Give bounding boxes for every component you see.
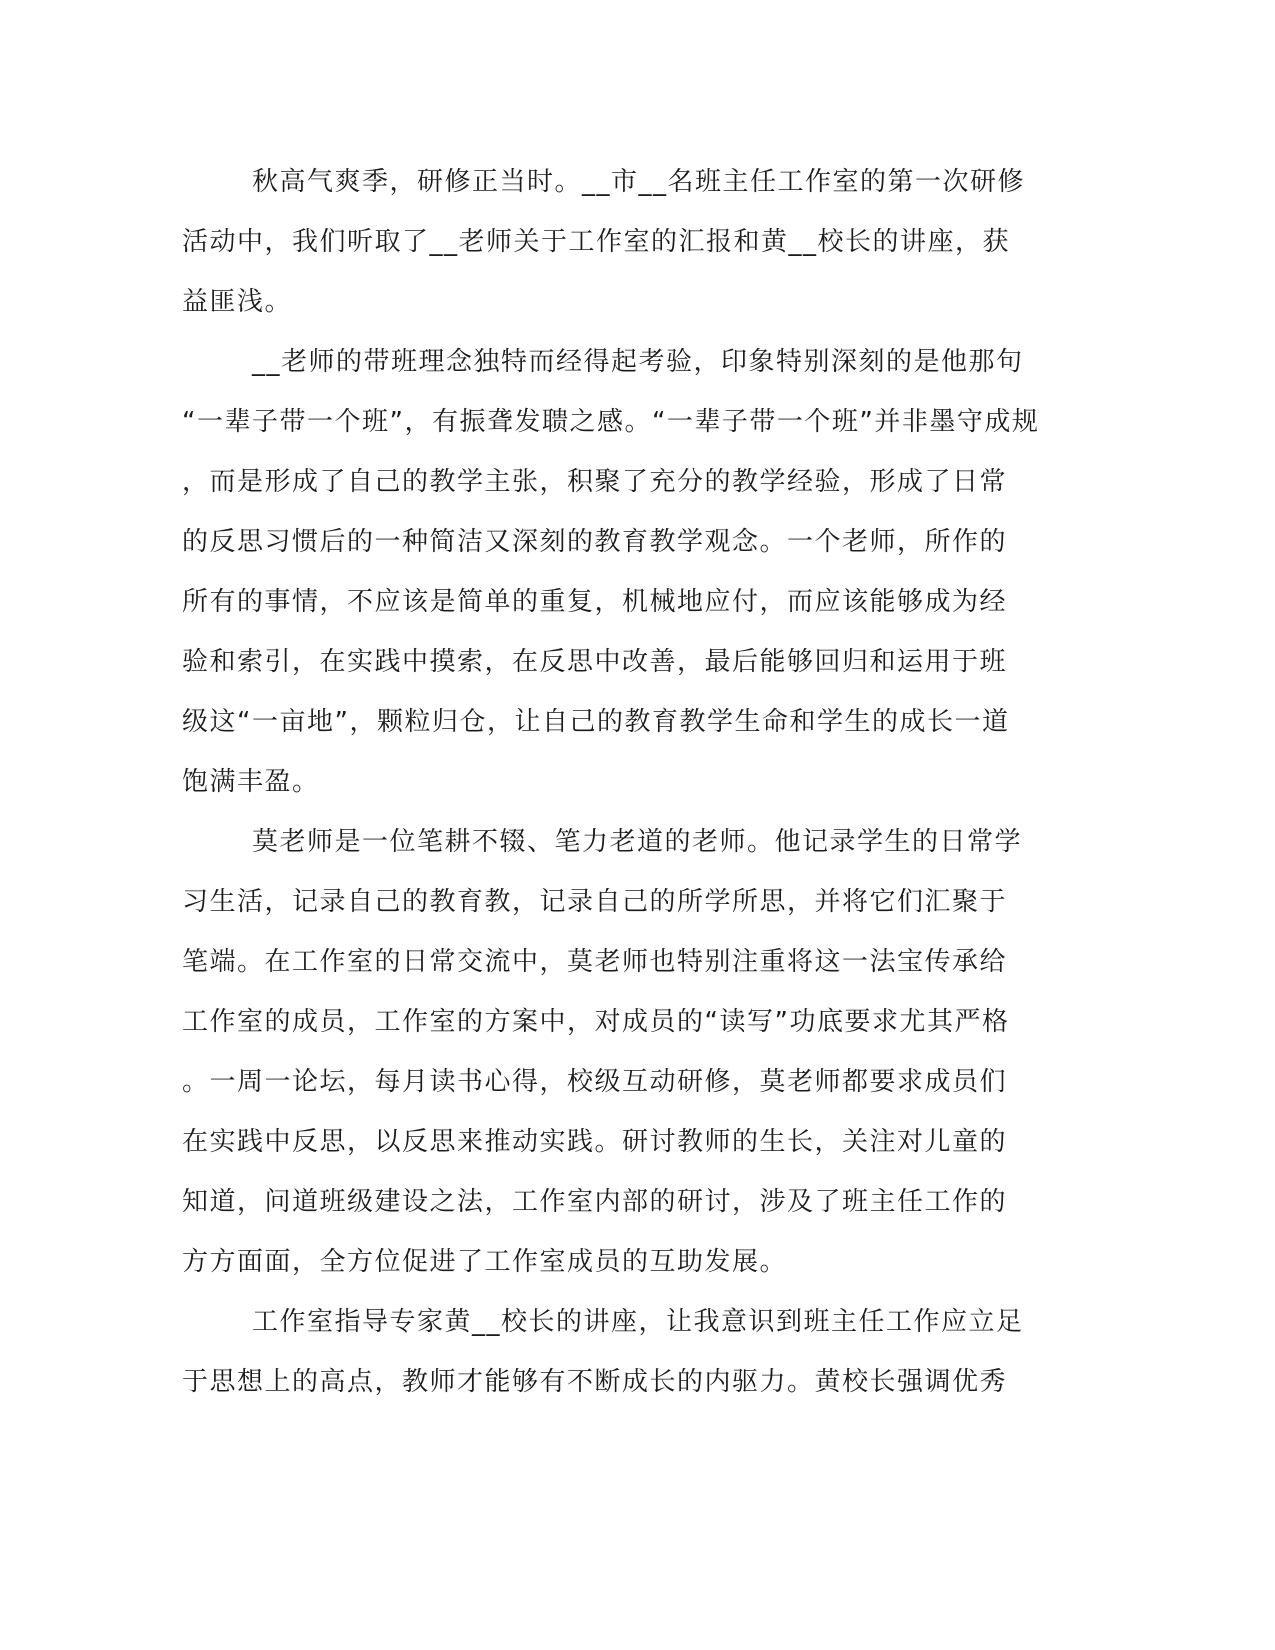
document-body [182, 152, 1062, 1412]
text-line: 饱满丰盈。 [182, 767, 320, 797]
text-line: 习生活，记录自己的教育教，记录自己的所学所思，并将它们汇聚于 [182, 887, 1008, 917]
text-line: 于思想上的高点，教师才能够有不断成长的内驱力。黄校长强调优秀 [182, 1367, 1008, 1397]
text-line: 知道，问道班级建设之法，工作室内部的研讨，涉及了班主任工作的 [182, 1187, 1008, 1217]
text-line: ，而是形成了自己的教学主张，积聚了充分的教学经验，形成了日常 [182, 467, 1008, 497]
text-line: 。一周一论坛，每月读书心得，校级互动研修，莫老师都要求成员们 [182, 1067, 1008, 1097]
text-line: 级这“一亩地”，颗粒归仓，让自己的教育教学生命和学生的成长一道 [182, 707, 1010, 737]
text-line: 莫老师是一位笔耕不辍、笔力老道的老师。他记录学生的日常学 [252, 827, 1023, 857]
text-line: 笔端。在工作室的日常交流中，莫老师也特别注重将这一法宝传承给 [182, 947, 1008, 977]
text-line: 方方面面，全方位促进了工作室成员的互助发展。 [182, 1247, 788, 1277]
text-line: 工作室的成员，工作室的方案中，对成员的“读写”功底要求尤其严格 [182, 1007, 1010, 1037]
text-line: 工作室指导专家黄__校长的讲座，让我意识到班主任工作应立足 [252, 1307, 1024, 1337]
text-line: 在实践中反思，以反思来推动实践。研讨教师的生长，关注对儿童的 [182, 1127, 1008, 1157]
text-line: “一辈子带一个班”，有振聋发聩之感。“一辈子带一个班”并非墨守成规 [182, 407, 1040, 437]
text-line: 秋高气爽季，研修正当时。__市__名班主任工作室的第一次研修 [252, 167, 1026, 197]
text-line: 所有的事情，不应该是简单的重复，机械地应付，而应该能够成为经 [182, 587, 1008, 617]
text-line: __老师的带班理念独特而经得起考验，印象特别深刻的是他那句 [252, 347, 1024, 377]
text-line: 益匪浅。 [182, 287, 293, 317]
text-line: 活动中，我们听取了__老师关于工作室的汇报和黄__校长的讲座，获 [182, 227, 1011, 257]
text-line: 验和索引，在实践中摸索，在反思中改善，最后能够回归和运用于班 [182, 647, 1008, 677]
text-line: 的反思习惯后的一种简洁又深刻的教育教学观念。一个老师，所作的 [182, 527, 1008, 557]
